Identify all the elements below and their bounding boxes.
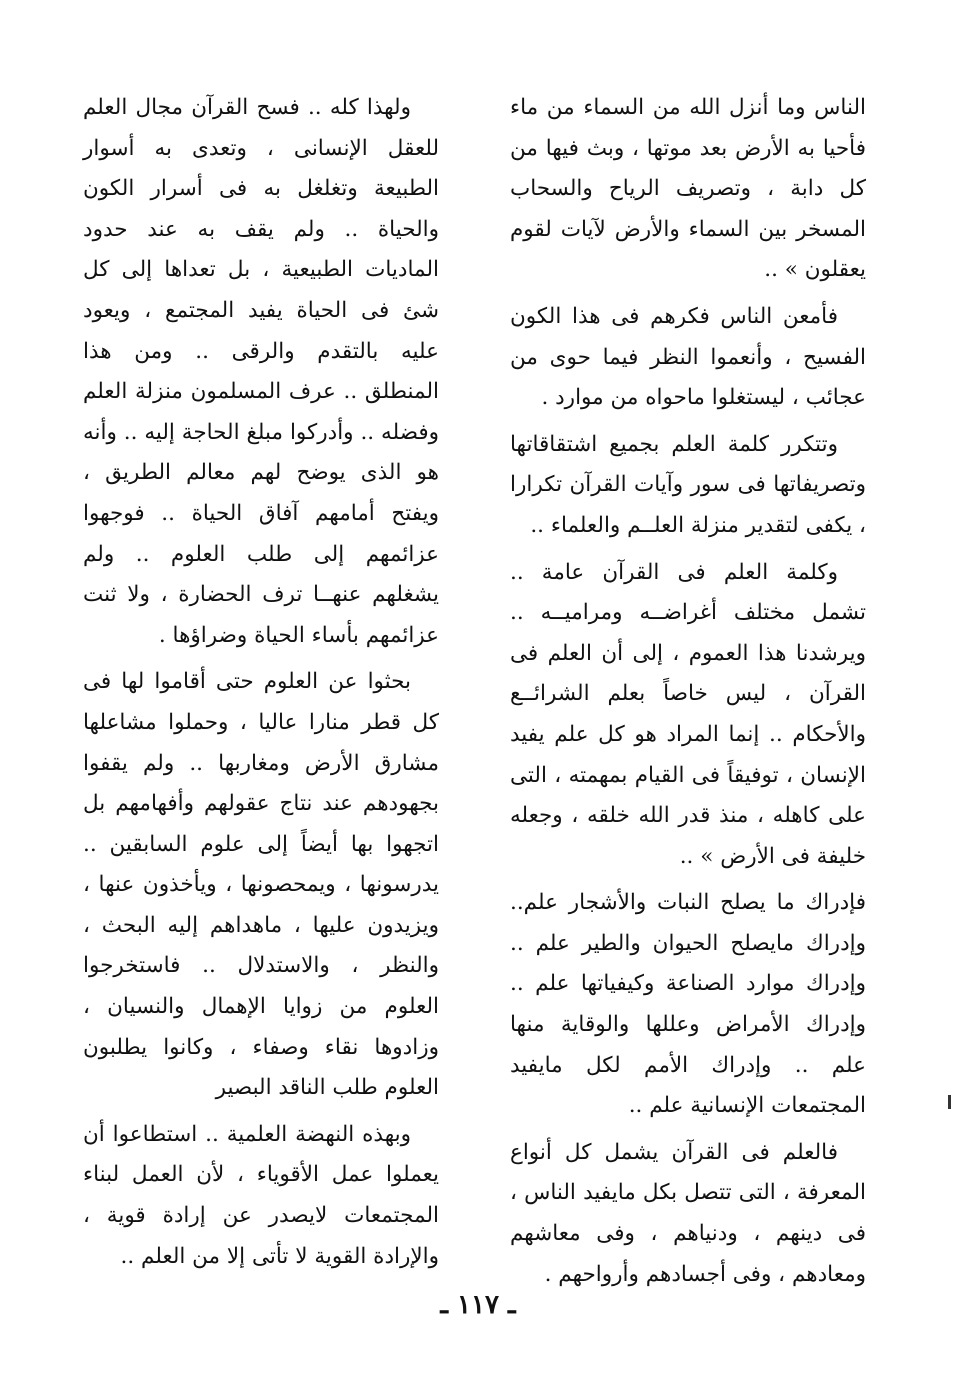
paragraph: وبهذه النهضة العلمية .. استطاعوا أن يعملوا عمل الأقوياء ، لأن العمل لبناء المجتمعات لايصدر عن إرادة قوية ، والإرادة القوية لا تأتى إلا من العلم .. — [83, 1121, 439, 1269]
paragraph: الناس وما أنزل الله من السماء من ماء فأحيا به الأرض بعد موتها ، وبث فيها من كل دابة ، وتصريف الرياح والسحاب المسخر بين السماء والأرض لآيات لقوم يعقلون » .. — [510, 95, 866, 283]
scan-edge-mark — [948, 1095, 951, 1109]
paragraph: فإدراك ما يصلح النبات والأشجار علم.. وإدراك مايصلح الحيوان والطير علم .. وإدراك موارد الصناعة وكيفياتها علم .. وإدراك الأمراض وعللها والوقاية منها علم .. وإدراك الأمم لكل مايفيد المجتمعات الإنسانية علم .. — [510, 890, 866, 1119]
page-number: ـ ١١٧ ـ — [440, 1290, 516, 1320]
right-text-column — [510, 88, 866, 1301]
left-text-column — [83, 88, 439, 1283]
paragraph: ولهذا كله .. فسح القرآن مجال العلم للعقل الإنسانى ، وتعدى به أسوار الطبيعة وتغلغل به فى أسرار الكون والحياة .. ولم يقف به عند حدود الماديات الطبيعية ، بل تعداها إلى كل شئ فى الحياة يفيد المجتمع ، ويعود عليه بالتقدم والرقى .. ومن هذا المنطلق .. عرف المسلمون منزلة العلم وفضله .. وأدركوا مبلغ الحاجة إليه .. وأنه هو الذى يوضح لهم معالم الطريق ، ويفتح أمامهم آفاق الحياة .. فوجهوا عزائمهم إلى طلب العلوم .. ولم يشغلهم عنهــا ترف الحضارة ، ولا ثنت عزائمهم بأساء الحياة وضراؤها . — [83, 95, 439, 648]
paragraph: فالعلم فى القرآن يشمل كل أنواع المعرفة ، التى تتصل بكل مايفيد الناس ، فى دينهم ، ودنياهم ، وفى معاشهم ومعادهم ، وفى أجسادهم وأرواحهم . — [510, 1139, 866, 1287]
paragraph: وكلمة العلم فى القرآن عامة .. تشمل مختلف أغراضــه ومراميــه .. ويرشدنا هذا العموم ، إلى أن العلم فى القرآن ، ليس خاصاً بعلم الشرائــع والأحكام .. إنما المراد هو كل علم يفيد الإنسان ، توفيقاً فى القيام بمهمته ، التى على كاهله ، منذ قدر الله خلقه ، وجعله خليفة فى الأرض » .. — [510, 559, 866, 869]
paragraph: بحثوا عن العلوم حتى أقاموا لها فى كل قطر منارا عاليا ، وحملوا مشاعلها مشارق الأرض ومغاربها .. ولم يقفوا بجهودهم عند نتاج عقولهم وأفهامهم بل اتجهوا بها أيضاً إلى علوم السابقين .. يدرسونها ، ويمحصونها ، ويأخذون عنها ، ويزيدون عليها ، ماهداهم إليه البحث ، والنظر ، والاستدلال .. فاستخرجوا العلوم من زوايا الإهمال والنسيان ، وزادوها نقاء وصفاء ، وكانوا يطلبون العلوم طلب الناقد البصير — [83, 669, 439, 1101]
paragraph: وتتكرر كلمة العلم بجميع اشتقاقاتها وتصريفاتها فى سور وآيات القرآن تكرارا ، يكفى لتقدير منزلة العلــم والعلماء .. — [510, 431, 866, 538]
paragraph: فأمعن الناس فكرهم فى هذا الكون الفسيح ، وأنعموا النظر فيما حوى من عجائب ، ليستغلوا ماحواه من موارد . — [510, 303, 866, 411]
